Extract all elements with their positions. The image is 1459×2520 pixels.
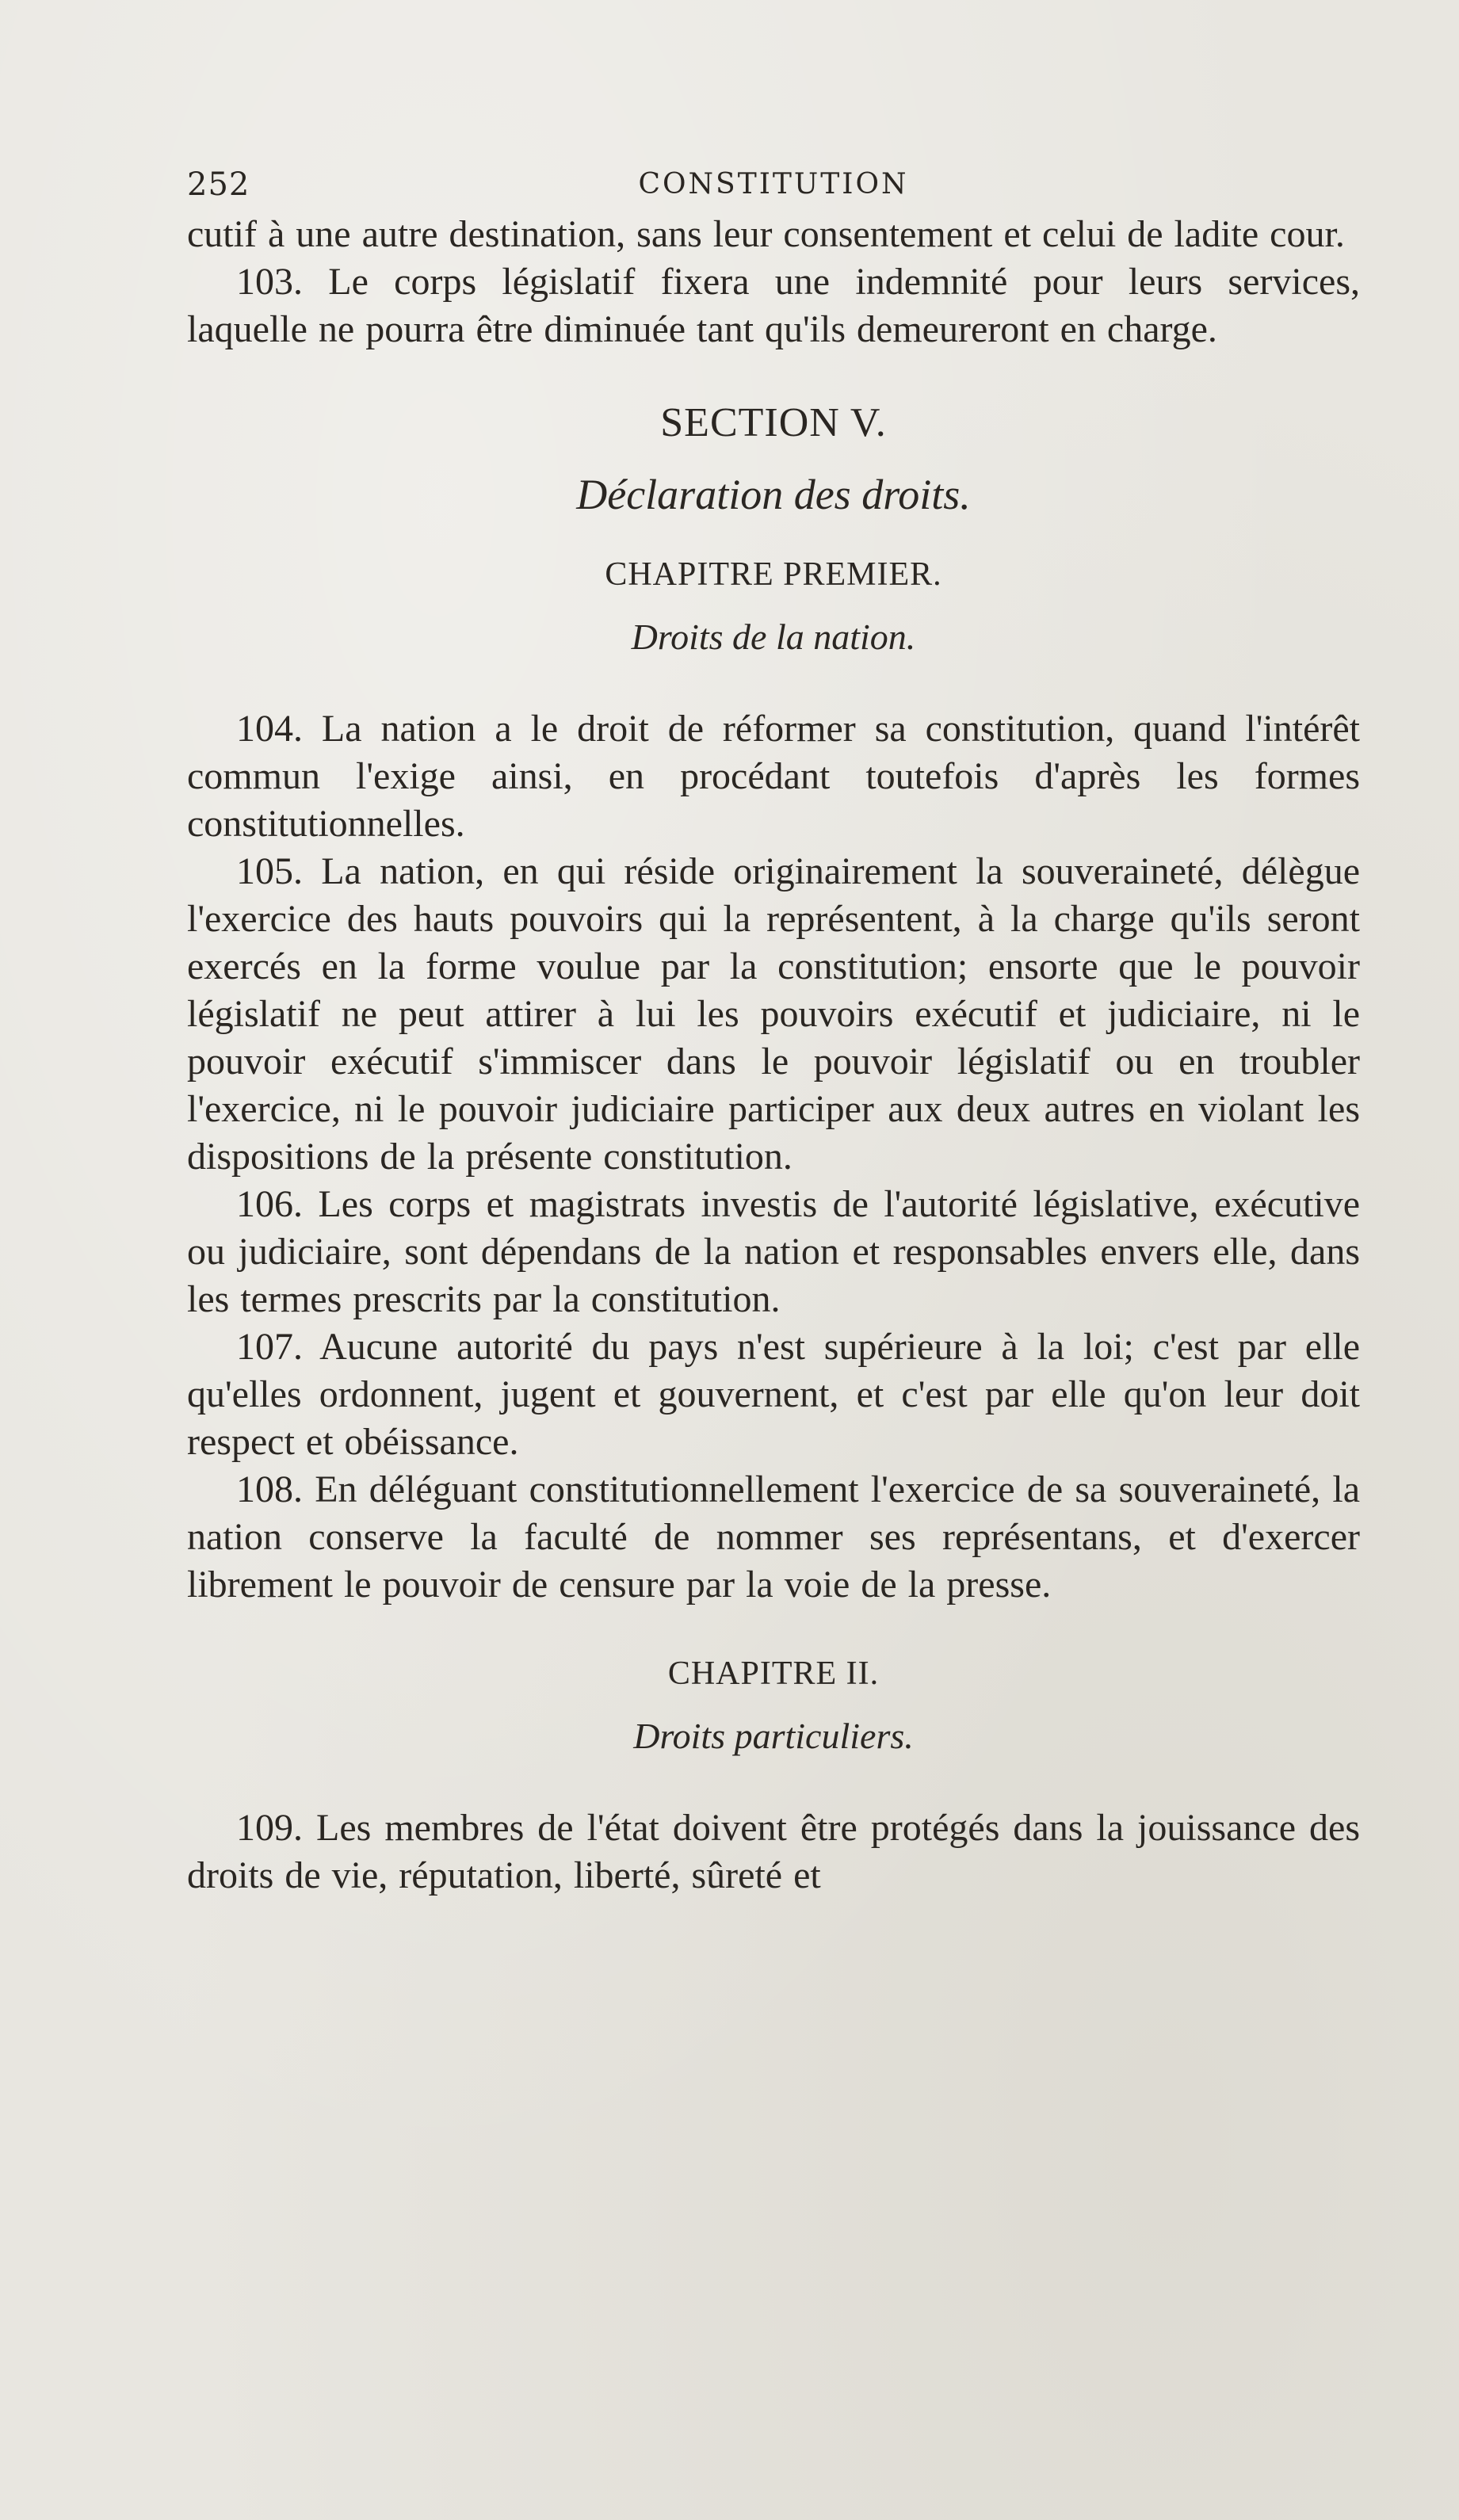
article-103: 103. Le corps législatif fixera une indemnité pour leurs services, laquelle ne pourra être diminuée tant qu'ils demeureront en charge. bbox=[187, 261, 1360, 350]
running-title: CONSTITUTION bbox=[638, 168, 909, 200]
paragraph-continuation: cutif à une autre destination, sans leur consentement et celui de ladite cour. bbox=[187, 213, 1345, 255]
page-text-block bbox=[187, 166, 1360, 1900]
section-subtitle: Déclaration des droits. bbox=[576, 471, 971, 518]
article-107: 107. Aucune autorité du pays n'est supérieure à la loi; c'est par elle qu'elles ordonnent, jugent et gouvernent, et c'est par elle qu'on leur doit respect et obéissance. bbox=[187, 1326, 1360, 1463]
article-105: 105. La nation, en qui réside originairement la souveraineté, délègue l'exercice des hauts pouvoirs qui la représentent, à la charge qu'ils seront exercés en la forme voulue par la constitution; ensorte que le pouvoir législatif ne peut attirer à lui les pouvoirs exécutif et judiciaire, ni le pouvoir exécutif s'immiscer dans le pouvoir législatif ou en troubler l'exercice, ni le pouvoir judiciaire participer aux deux autres en violant les dispositions de la présente constitution. bbox=[187, 850, 1360, 1178]
chapter-1-title: CHAPITRE PREMIER. bbox=[605, 556, 942, 593]
chapter-1-subtitle: Droits de la nation. bbox=[631, 617, 916, 657]
article-104: 104. La nation a le droit de réformer sa constitution, quand l'intérêt commun l'exige ainsi, en procédant toutefois d'après les formes constitutionnelles. bbox=[187, 708, 1360, 845]
article-108: 108. En déléguant constitutionnellement l'exercice de sa souveraineté, la nation conserve la faculté de nommer ses représentans, et d'exercer librement le pouvoir de censure par la voie de la presse. bbox=[187, 1468, 1360, 1606]
chapter-2-title: CHAPITRE II. bbox=[667, 1655, 880, 1692]
chapter-2-subtitle: Droits particuliers. bbox=[633, 1716, 914, 1756]
page-number: 252 bbox=[187, 166, 250, 203]
section-title: SECTION V. bbox=[660, 400, 887, 445]
page-header bbox=[187, 166, 1360, 211]
article-109: 109. Les membres de l'état doivent être protégés dans la jouissance des droits de vie, réputation, liberté, sûreté et bbox=[187, 1807, 1360, 1896]
article-106: 106. Les corps et magistrats investis de l'autorité législative, exécutive ou judiciaire, sont dépendans de la nation et responsables envers elle, dans les termes prescrits par la constitution. bbox=[187, 1183, 1360, 1320]
